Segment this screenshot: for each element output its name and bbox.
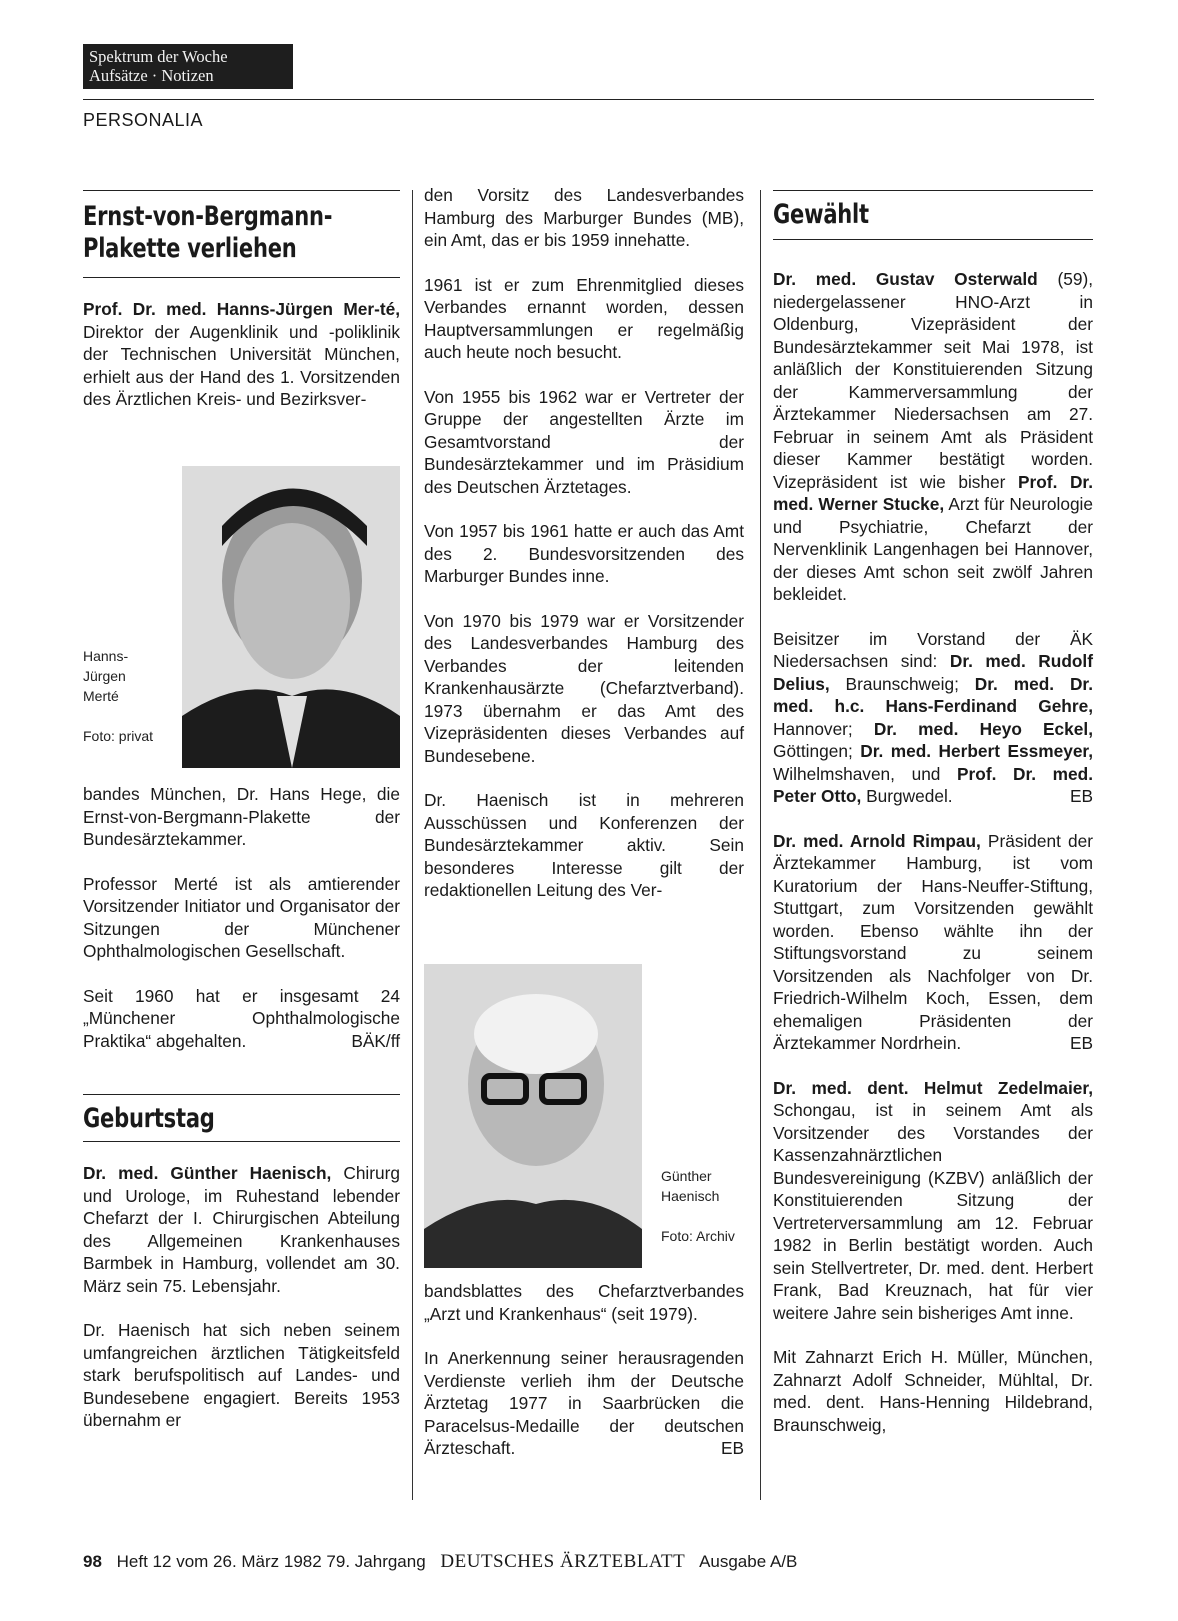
photo-caption-haenisch: Günther Haenisch Foto: Archiv xyxy=(661,1168,735,1244)
section-kicker xyxy=(83,44,293,89)
paragraph: Von 1970 bis 1979 war er Vorsitzender des Landesverbandes Hamburg des Verbandes der leitenden Krankenhausärzte (Chefarztverband). 1973 übernahm er das Amt des Vizepräsidenten dieses Verbandes auf Bundesebene. xyxy=(424,610,744,766)
article-heading-gewaehlt: Gewählt xyxy=(773,199,869,230)
column-1-continued xyxy=(83,783,400,1454)
article-heading-bergmann: Ernst-von-Bergmann- Plakette verliehen xyxy=(83,201,333,264)
paragraph: Professor Merté ist als amtierender Vorsitzender Initiator und Organisator der Sitzungen der Münchener Ophthalmologischen Gesellschaft. xyxy=(83,873,400,961)
paragraph: Dr. med. Arnold Rimpau, Präsident der Ärztekammer Hamburg, ist vom Kuratorium der Hans-Neuffer-Stiftung, Stuttgart, zum Vorsitzenden gewählt worden. Ebenso wählte ihn der Stiftungsvorstand zu seinem Vorsitzenden als Nachfolger von Dr. Friedrich-Wilhelm Koch, Essen, dem ehemaligen Präsidenten der Ärztekammer Nordrhein. EB xyxy=(773,830,1093,1053)
edition-info: Ausgabe A/B xyxy=(699,1552,798,1571)
kicker-line-2: Aufsätze · Notizen xyxy=(89,66,214,85)
paragraph: bandsblattes des Chefarztverbandes „Arzt und Krankenhaus“ (seit 1979). xyxy=(424,1281,744,1324)
journal-title: DEUTSCHES ÄRZTEBLATT xyxy=(440,1551,686,1572)
top-rule xyxy=(83,99,1094,100)
paragraph: Dr. med. Günther Haenisch, Chirurg und Urologe, im Ruhestand lebender Chefarzt der I. Chirurgischen Abteilung des Allgemeinen Krankenhauses Barmbek in Hamburg, vollendet am 30. März sein 75. Lebensjahr. xyxy=(83,1163,400,1296)
portrait-illustration xyxy=(182,466,400,768)
paragraph: Seit 1960 hat er insgesamt 24 „Münchener Ophthalmologische Praktika“ abgehalten. BÄK/ff xyxy=(83,985,400,1051)
column-2 xyxy=(424,184,744,924)
section-label: PERSONALIA xyxy=(83,110,204,130)
page-number: 98 xyxy=(83,1552,102,1571)
portrait-haenisch-photo xyxy=(424,964,642,1268)
paragraph: 1961 ist er zum Ehrenmitglied dieses Verbandes ernannt worden, dessen Hauptversammlungen er regelmäßig auch heute noch besucht. xyxy=(424,274,744,362)
column-3 xyxy=(773,190,1093,1458)
kicker-line-1: Spektrum der Woche xyxy=(89,47,228,66)
paragraph: Dr. med. Gustav Osterwald (59), niedergelassener HNO-Arzt in Oldenburg, Vizepräsident der Bundesärztekammer seit Mai 1978, ist anläßlich der Konstituierenden Sitzung der Kammerversammlung der Ärztekammer Niedersachsen am 27. Februar in seinem Amt als Präsident dieser Kammer bestätigt worden. Vizepräsident ist wie bisher Prof. Dr. med. Werner Stucke, Arzt für Neurologie und Psychiatrie, Chefarzt der Nervenklinik Langenhagen bei Hannover, der dieses Amt schon seit zwölf Jahren bekleidet. xyxy=(773,269,1094,604)
paragraph: bandes München, Dr. Hans Hege, die Ernst-von-Bergmann-Plakette der Bundesärztekammer. xyxy=(83,784,400,849)
heading-rule-bottom xyxy=(773,239,1093,240)
paragraph: Dr. med. dent. Helmut Zedelmaier, Schongau, ist in seinem Amt als Vorsitzender des Vorstandes der Kassenzahnärztlichen Bundesvereinigung (KZBV) anläßlich der Konstituierenden Sitzung der Vertreterversammlung am 12. Februar 1982 in Berlin bestätigt worden. Auch sein Stellvertreter, Dr. med. dent. Herbert Frank, Bad Kreuznach, hat für vier weitere Jahre sein bisheriges Amt inne. xyxy=(773,1077,1093,1323)
heading-rule-bottom xyxy=(83,1141,400,1142)
paragraph: In Anerkennung seiner herausragenden Verdienste verlieh ihm der Deutsche Ärztetag 1977 in Saarbrücken die Paracelsus-Medaille der deutschen Ärzteschaft. EB xyxy=(424,1348,744,1458)
paragraph: Dr. Haenisch ist in mehreren Ausschüssen und Konferenzen der Bundesärztekammer aktiv. Sein besonderes Interesse gilt der redaktionellen Leitung des Ver- xyxy=(424,790,744,900)
paragraph: Von 1955 bis 1962 war er Vertreter der Gruppe der angestellten Ärzte im Gesamtvorstand der Bundesärztekammer und im Präsidium des Deutschen Ärztetages. xyxy=(424,386,744,497)
heading-rule-bottom xyxy=(83,277,400,278)
article-heading-geburtstag: Geburtstag xyxy=(83,1103,215,1134)
paragraph: Prof. Dr. med. Hanns-Jürgen Mer-té, Direktor der Augenklinik und -poliklinik der Technischen Universität München, erhielt aus der Hand des 1. Vorsitzenden des Ärztlichen Kreis- und Bezirksver- xyxy=(83,299,400,409)
portrait-illustration xyxy=(424,964,642,1268)
column-2-continued xyxy=(424,1280,744,1482)
paragraph: Beisitzer im Vorstand der ÄK Niedersachsen sind: Dr. med. Rudolf Delius, Braunschweig; Dr. med. Dr. med. h.c. Hans-Ferdinand Gehre, Hannover; Dr. med. Heyo Eckel, Göttingen; Dr. med. Herbert Essmeyer, Wilhelmshaven, und Prof. Dr. med. Peter Otto, Burgwedel. EB xyxy=(773,628,1094,806)
page-footer xyxy=(83,1551,797,1573)
issue-info: Heft 12 vom 26. März 1982 79. Jahrgang xyxy=(116,1552,426,1571)
photo-caption-merte: Hanns-Jürgen Merté Foto: privat xyxy=(83,648,154,744)
column-divider-2 xyxy=(760,190,761,1500)
paragraph: den Vorsitz des Landesverbandes Hamburg des Marburger Bundes (MB), ein Amt, das er bis 1959 innehatte. xyxy=(424,185,744,250)
portrait-merte-photo xyxy=(182,466,400,768)
paragraph: Von 1957 bis 1961 hatte er auch das Amt des 2. Bundesvorsitzenden des Marburger Bundes inne. xyxy=(424,521,744,586)
paragraph: Dr. Haenisch hat sich neben seinem umfangreichen ärztlichen Tätigkeitsfeld stark berufspolitisch auf Landes- und Bundesebene engagiert. Bereits 1953 übernahm er xyxy=(83,1320,400,1430)
column-1 xyxy=(83,190,400,411)
paragraph: Mit Zahnarzt Erich H. Müller, München, Zahnarzt Adolf Schneider, Mühltal, Dr. med. dent. Hans-Henning Hildebrand, Braunschweig, xyxy=(773,1347,1093,1435)
column-divider-1 xyxy=(412,190,413,1500)
